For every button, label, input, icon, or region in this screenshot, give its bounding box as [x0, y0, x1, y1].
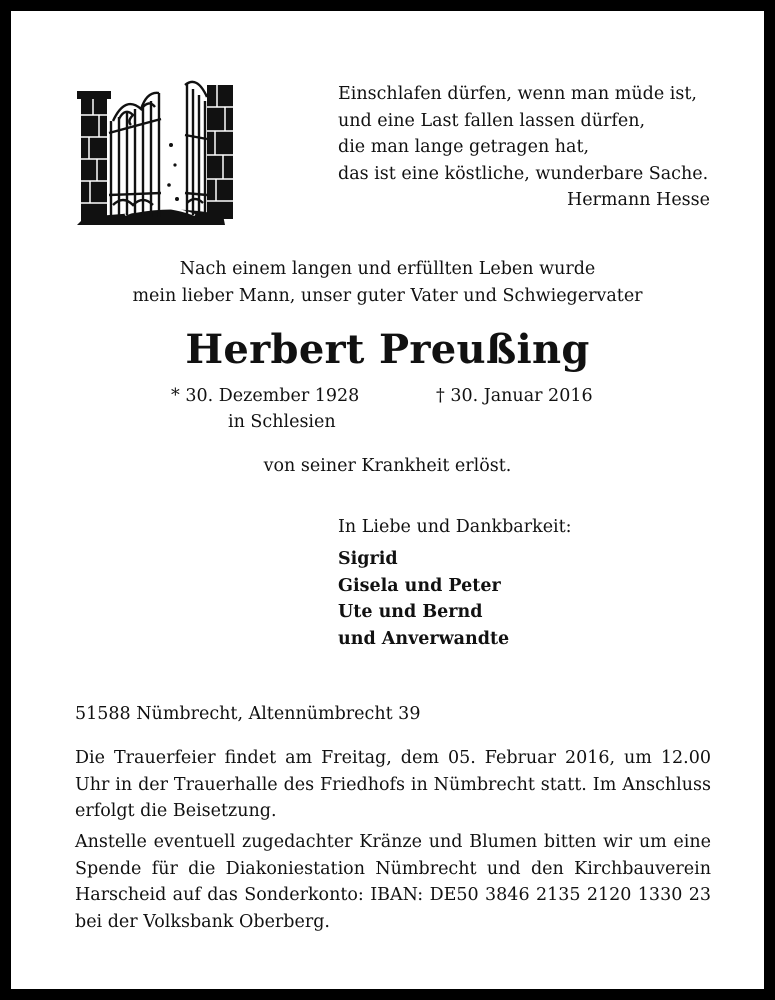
intro-line: mein lieber Mann, unser guter Vater und Schwiegervater — [132, 285, 643, 306]
mourner-name: Sigrid — [338, 549, 398, 569]
donation-paragraph: Anstelle eventuell zugedachter Kränze und Blumen bitten wir um eine Spende für die Diakoniestation Nümbrecht und den Kirchbauverein Harscheid auf das Sonderkonto: IBAN: DE50 3846 2135 2120 1330 23 bei der Volksbank Oberberg. — [75, 832, 711, 932]
mourners-list — [338, 546, 509, 652]
poem-line: das ist eine köstliche, wunderbare Sache. — [338, 163, 709, 184]
funeral-paragraph: Die Trauerfeier findet am Freitag, dem 05. Februar 2016, um 12.00 Uhr in der Trauerhalle des Friedhofs in Nümbrecht statt. Im Anschluss erfolgt die Beisetzung. — [75, 748, 711, 821]
mourner-name: Gisela und Peter — [338, 575, 501, 596]
mourner-name: Ute und Bernd — [338, 602, 483, 622]
poem-line: Einschlafen dürfen, wenn man müde ist, — [338, 84, 697, 104]
intro-line: Nach einem langen und erfüllten Leben wurde — [179, 259, 596, 279]
birth-place: in Schlesien — [228, 412, 336, 432]
poem-author: Hermann Hesse — [566, 190, 710, 210]
address: 51588 Nümbrecht, Altennümbrecht 39 — [75, 704, 421, 724]
mourner-name: und Anverwandte — [338, 628, 510, 649]
deceased-name: Herbert Preußing — [185, 326, 590, 373]
death-date: † 30. Januar 2016 — [436, 386, 593, 406]
released-text: von seiner Krankheit erlöst. — [263, 456, 512, 476]
intro-text — [11, 256, 764, 309]
poem-line: und eine Last fallen lassen dürfen, — [338, 110, 646, 131]
birth-date: * 30. Dezember 1928 — [171, 386, 360, 406]
open-garden-gate-icon — [75, 75, 237, 227]
mourners-intro: In Liebe und Dankbarkeit: — [338, 517, 572, 537]
poem-line: die man lange getragen hat, — [338, 137, 590, 157]
poem — [338, 81, 710, 214]
